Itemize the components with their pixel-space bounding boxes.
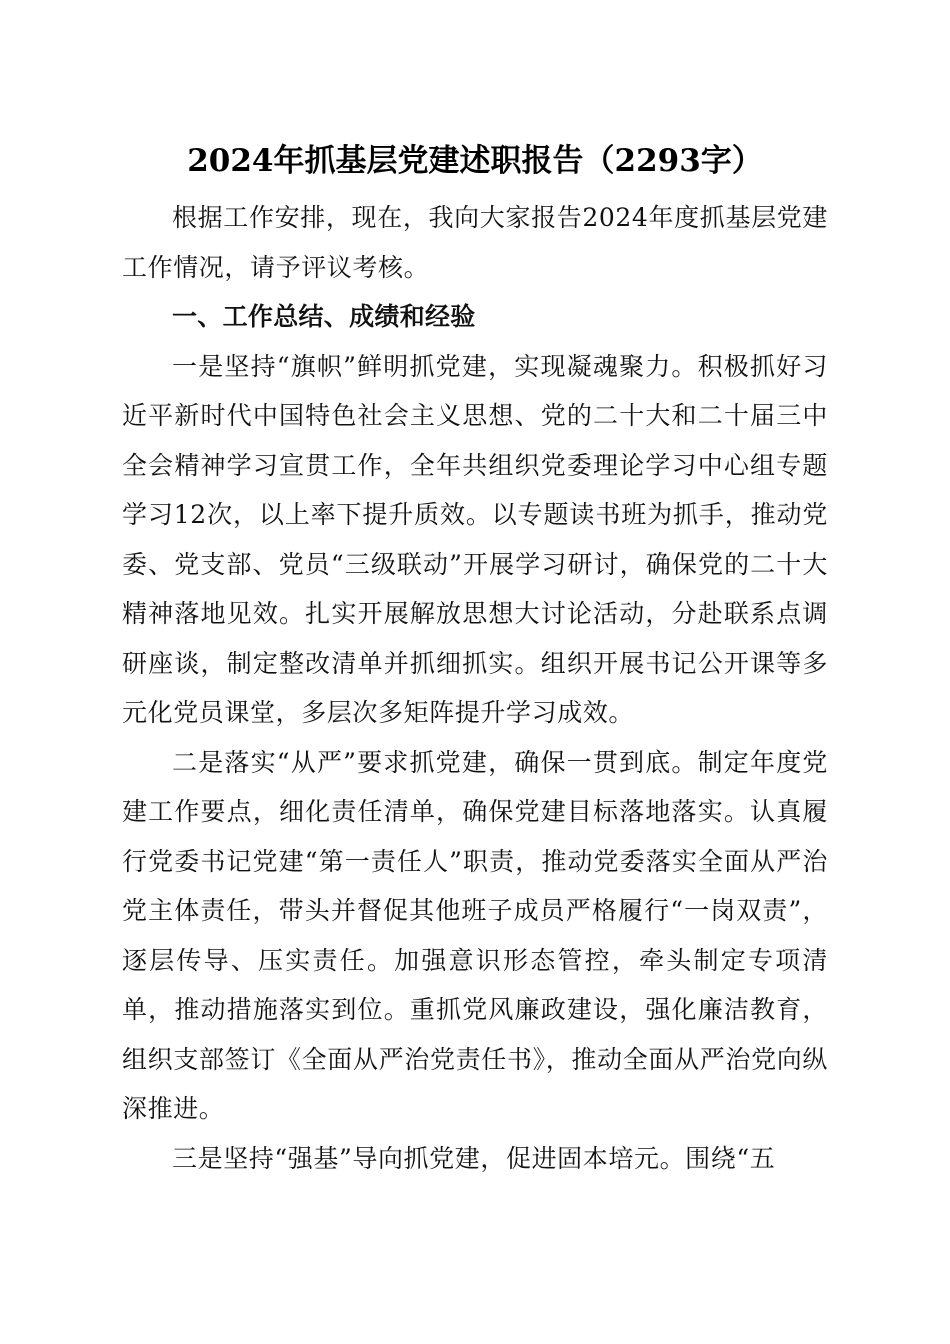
body-paragraph-3: 三是坚持“强基”导向抓党建，促进固本培元。围绕“五 <box>172 1143 776 1173</box>
body-paragraph-1: 一是坚持“旗帜”鲜明抓党建，实现凝魂聚力。积极抓好习近平新时代中国特色社会主义思想、党的二十大和二十届三中全会精神学习宣贯工作，全年共组织党委理论学习中心组专题学习12次，以上率下提升质效。以专题读书班为抓手，推动党委、党支部、党员“三级联动”开展学习研讨，确保党的二十大精神落地见效。扎实开展解放思想大讨论活动，分赴联系点调研座谈，制定整改清单并抓细抓实。组织开展书记公开课等多元化党员课堂，多层次多矩阵提升学习成效。 <box>122 351 828 727</box>
document-body <box>122 193 828 1183</box>
document-title: 2024年抓基层党建述职报告（2293字） <box>187 143 763 179</box>
intro-paragraph: 根据工作安排，现在，我向大家报告2024年度抓基层党建工作情况，请予评议考核。 <box>122 203 828 282</box>
section-heading: 一、工作总结、成绩和经验 <box>172 302 476 331</box>
body-paragraph-2: 二是落实“从严”要求抓党建，确保一贯到底。制定年度党建工作要点，细化责任清单，确保党建目标落地落实。认真履行党委书记党建“第一责任人”职责，推动党委落实全面从严治党主体责任，带头并督促其他班子成员严格履行“一岗双责”，逐层传导、压实责任。加强意识形态管控，牵头制定专项清单，推动措施落实到位。重抓党风廉政建设，强化廉洁教育，组织支部签订《全面从严治党责任书》，推动全面从严治党向纵深推进。 <box>122 747 828 1123</box>
